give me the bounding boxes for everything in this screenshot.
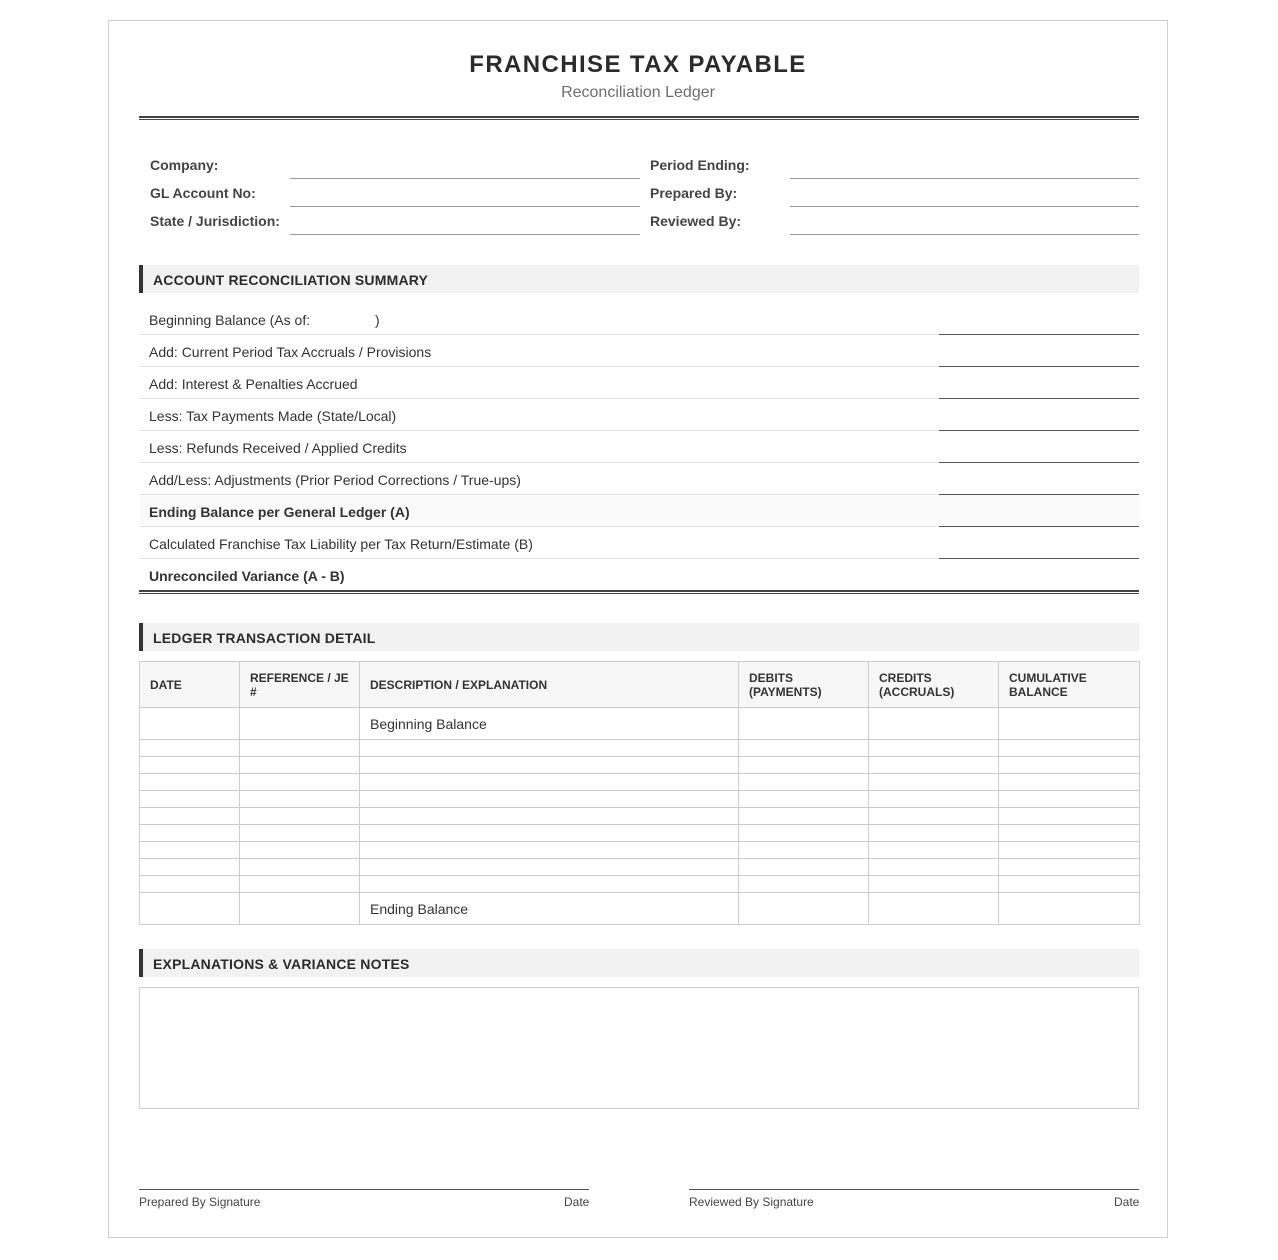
cell-reference[interactable] bbox=[240, 757, 360, 774]
cell-cumulative[interactable] bbox=[999, 791, 1140, 808]
summary-row-interest bbox=[139, 367, 1139, 399]
summary-row-beginning-balance bbox=[139, 303, 1139, 335]
ledger-section-heading bbox=[139, 623, 1139, 651]
ledger-header-row bbox=[140, 662, 1140, 708]
notes-heading-text: EXPLANATIONS & VARIANCE NOTES bbox=[153, 956, 410, 972]
cell-debits[interactable] bbox=[739, 774, 869, 791]
table-row bbox=[140, 708, 1140, 740]
cell-date[interactable] bbox=[140, 740, 240, 757]
page-subtitle: Reconciliation Ledger bbox=[561, 84, 715, 101]
cell-debits[interactable] bbox=[739, 893, 869, 925]
prepared-signature-label: Prepared By Signature bbox=[139, 1195, 261, 1209]
col-header-reference: REFERENCE / JE # bbox=[240, 662, 360, 708]
table-row bbox=[140, 893, 1140, 925]
accruals-label: Add: Current Period Tax Accruals / Provisions bbox=[149, 344, 432, 360]
cell-debits[interactable] bbox=[739, 708, 869, 740]
cell-reference[interactable] bbox=[240, 808, 360, 825]
beginning-balance-close-paren: ) bbox=[375, 312, 380, 328]
interest-label: Add: Interest & Penalties Accrued bbox=[149, 376, 358, 392]
cell-date[interactable] bbox=[140, 859, 240, 876]
company-label: Company: bbox=[150, 157, 219, 173]
variance-label: Unreconciled Variance (A - B) bbox=[149, 568, 345, 584]
summary-row-adjustments bbox=[139, 463, 1139, 495]
cell-credits[interactable] bbox=[869, 876, 999, 893]
cell-date[interactable] bbox=[140, 808, 240, 825]
prepared-date-label: Date bbox=[564, 1195, 590, 1209]
cell-date[interactable] bbox=[140, 708, 240, 740]
cell-credits[interactable] bbox=[869, 842, 999, 859]
notes-section-heading bbox=[139, 949, 1139, 977]
cell-debits[interactable] bbox=[739, 757, 869, 774]
prepared-by-label: Prepared By: bbox=[650, 185, 738, 201]
cell-cumulative[interactable] bbox=[999, 740, 1140, 757]
cell-reference[interactable] bbox=[240, 842, 360, 859]
cell-description[interactable] bbox=[360, 774, 739, 791]
cell-debits[interactable] bbox=[739, 859, 869, 876]
state-field[interactable] bbox=[290, 234, 640, 235]
cell-debits[interactable] bbox=[739, 876, 869, 893]
cell-debits[interactable] bbox=[739, 825, 869, 842]
cell-description[interactable] bbox=[360, 740, 739, 757]
cell-credits[interactable] bbox=[869, 740, 999, 757]
cell-date[interactable] bbox=[140, 893, 240, 925]
company-field[interactable] bbox=[290, 178, 640, 179]
cell-description[interactable] bbox=[360, 757, 739, 774]
summary-end-divider bbox=[139, 590, 1139, 594]
cell-credits[interactable] bbox=[869, 808, 999, 825]
period-ending-field[interactable] bbox=[790, 178, 1139, 179]
col-header-description: DESCRIPTION / EXPLANATION bbox=[360, 662, 739, 708]
cell-description-ending: Ending Balance bbox=[360, 893, 739, 925]
summary-heading-text: ACCOUNT RECONCILIATION SUMMARY bbox=[153, 272, 429, 288]
cell-reference[interactable] bbox=[240, 825, 360, 842]
cell-cumulative[interactable] bbox=[999, 808, 1140, 825]
reviewed-signature-line[interactable] bbox=[689, 1189, 1139, 1190]
cell-date[interactable] bbox=[140, 757, 240, 774]
table-row bbox=[140, 808, 1140, 825]
reviewed-date-label: Date bbox=[1114, 1195, 1140, 1209]
cell-debits[interactable] bbox=[739, 791, 869, 808]
cell-date[interactable] bbox=[140, 791, 240, 808]
cell-debits[interactable] bbox=[739, 808, 869, 825]
header-divider bbox=[139, 116, 1139, 120]
cell-description[interactable] bbox=[360, 842, 739, 859]
reviewed-by-field[interactable] bbox=[790, 234, 1139, 235]
table-row bbox=[140, 859, 1140, 876]
cell-reference[interactable] bbox=[240, 876, 360, 893]
cell-debits[interactable] bbox=[739, 842, 869, 859]
cell-reference[interactable] bbox=[240, 708, 360, 740]
calculated-liability-label: Calculated Franchise Tax Liability per Tax Return/Estimate (B) bbox=[149, 536, 533, 552]
gl-account-label: GL Account No: bbox=[150, 185, 256, 201]
reviewed-signature-label: Reviewed By Signature bbox=[689, 1195, 814, 1209]
cell-date[interactable] bbox=[140, 825, 240, 842]
cell-reference[interactable] bbox=[240, 791, 360, 808]
prepared-by-field[interactable] bbox=[790, 206, 1139, 207]
prepared-signature-line[interactable] bbox=[139, 1189, 589, 1190]
cell-description[interactable] bbox=[360, 876, 739, 893]
state-label: State / Jurisdiction: bbox=[150, 213, 280, 229]
cell-cumulative[interactable] bbox=[999, 876, 1140, 893]
cell-credits[interactable] bbox=[869, 757, 999, 774]
cell-credits[interactable] bbox=[869, 708, 999, 740]
cell-cumulative[interactable] bbox=[999, 774, 1140, 791]
gl-account-field[interactable] bbox=[290, 206, 640, 207]
cell-cumulative[interactable] bbox=[999, 893, 1140, 925]
table-row bbox=[140, 842, 1140, 859]
ledger-table bbox=[139, 661, 1140, 925]
col-header-date: DATE bbox=[140, 662, 240, 708]
cell-cumulative[interactable] bbox=[999, 842, 1140, 859]
cell-reference[interactable] bbox=[240, 893, 360, 925]
reviewed-by-label: Reviewed By: bbox=[650, 213, 742, 229]
period-ending-label: Period Ending: bbox=[650, 157, 750, 173]
page-title: FRANCHISE TAX PAYABLE bbox=[469, 51, 807, 78]
cell-credits[interactable] bbox=[869, 825, 999, 842]
cell-credits[interactable] bbox=[869, 774, 999, 791]
table-row bbox=[140, 740, 1140, 757]
col-header-credits: CREDITS (ACCRUALS) bbox=[869, 662, 999, 708]
ending-balance-gl-label: Ending Balance per General Ledger (A) bbox=[149, 504, 410, 520]
cell-reference[interactable] bbox=[240, 859, 360, 876]
summary-row-payments bbox=[139, 399, 1139, 431]
col-header-debits: DEBITS (PAYMENTS) bbox=[739, 662, 869, 708]
cell-credits[interactable] bbox=[869, 859, 999, 876]
cell-date[interactable] bbox=[140, 774, 240, 791]
summary-row-ending-balance-gl bbox=[139, 495, 1139, 527]
cell-reference[interactable] bbox=[240, 740, 360, 757]
table-row bbox=[140, 825, 1140, 842]
cell-cumulative[interactable] bbox=[999, 825, 1140, 842]
cell-description-beginning: Beginning Balance bbox=[360, 708, 739, 740]
cell-credits[interactable] bbox=[869, 893, 999, 925]
summary-row-variance bbox=[139, 559, 1139, 591]
ledger-heading-text: LEDGER TRANSACTION DETAIL bbox=[153, 630, 376, 646]
document-page bbox=[108, 20, 1168, 1238]
summary-row-calculated-liability bbox=[139, 527, 1139, 559]
summary-row-accruals bbox=[139, 335, 1139, 367]
cell-description[interactable] bbox=[360, 859, 739, 876]
cell-cumulative[interactable] bbox=[999, 708, 1140, 740]
col-header-cumulative: CUMULATIVE BALANCE bbox=[999, 662, 1140, 708]
summary-row-refunds bbox=[139, 431, 1139, 463]
cell-description[interactable] bbox=[360, 808, 739, 825]
table-row bbox=[140, 876, 1140, 893]
cell-cumulative[interactable] bbox=[999, 859, 1140, 876]
cell-date[interactable] bbox=[140, 842, 240, 859]
cell-debits[interactable] bbox=[739, 740, 869, 757]
cell-description[interactable] bbox=[360, 825, 739, 842]
cell-credits[interactable] bbox=[869, 791, 999, 808]
payments-label: Less: Tax Payments Made (State/Local) bbox=[149, 408, 397, 424]
cell-cumulative[interactable] bbox=[999, 757, 1140, 774]
cell-reference[interactable] bbox=[240, 774, 360, 791]
table-row bbox=[140, 757, 1140, 774]
notes-textarea[interactable] bbox=[139, 987, 1139, 1109]
summary-section-heading bbox=[139, 265, 1139, 293]
beginning-balance-label: Beginning Balance (As of: bbox=[149, 312, 311, 328]
adjustments-label: Add/Less: Adjustments (Prior Period Corrections / True-ups) bbox=[149, 472, 521, 488]
table-row bbox=[140, 774, 1140, 791]
table-row bbox=[140, 791, 1140, 808]
cell-date[interactable] bbox=[140, 876, 240, 893]
cell-description[interactable] bbox=[360, 791, 739, 808]
refunds-label: Less: Refunds Received / Applied Credits bbox=[149, 440, 407, 456]
